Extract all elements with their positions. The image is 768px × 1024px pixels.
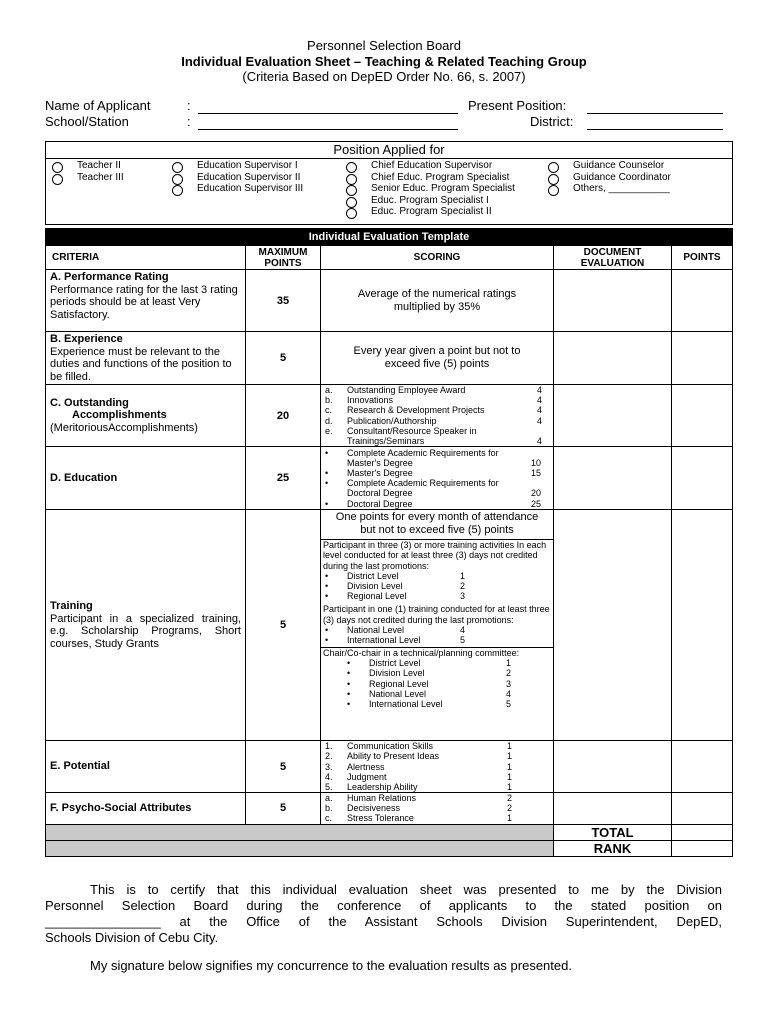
scoring-item-value: 5 bbox=[460, 634, 466, 645]
scoring-item bbox=[323, 448, 553, 458]
scoring-item-text: Complete Academic Requirements for bbox=[347, 478, 499, 489]
table-row bbox=[46, 385, 733, 447]
scoring-item-text: Stress Tolerance bbox=[347, 813, 414, 824]
criteria-a-max: 35 bbox=[246, 270, 321, 332]
scoring-item bbox=[323, 416, 553, 426]
criteria-e-scoring bbox=[321, 741, 554, 793]
scoring-item bbox=[323, 458, 553, 468]
scoring-item-text: Division Level bbox=[369, 668, 425, 679]
scoring-item-marker: • bbox=[347, 668, 351, 679]
criteria-c-title-2: Accomplishments bbox=[72, 409, 167, 422]
scoring-item-text: Leadership Ability bbox=[347, 781, 418, 792]
points-cell[interactable] bbox=[672, 270, 733, 332]
doc-eval-cell[interactable] bbox=[554, 793, 672, 825]
total-points-cell[interactable] bbox=[672, 824, 733, 840]
scoring-item-marker: • bbox=[325, 591, 329, 602]
scoring-item-text: Alertness bbox=[347, 761, 385, 772]
scoring-item-text: Judgment bbox=[347, 771, 387, 782]
scoring-item-value: 2 bbox=[507, 793, 513, 804]
scoring-item bbox=[323, 689, 553, 699]
scoring-item-marker: • bbox=[325, 498, 329, 509]
radio-icon[interactable] bbox=[346, 208, 357, 219]
training-desc: Participant in a specialized training, e.g. Scholarship Programs, Short courses, Study Grants bbox=[50, 612, 241, 650]
name-field[interactable] bbox=[198, 113, 458, 114]
scoring-item-text: Innovations bbox=[347, 395, 394, 406]
scoring-item-text: Master's Degree bbox=[347, 467, 413, 478]
radio-icon[interactable] bbox=[172, 185, 183, 196]
points-cell[interactable] bbox=[672, 332, 733, 385]
position-col-1 bbox=[52, 160, 162, 183]
doc-eval-cell[interactable] bbox=[554, 332, 672, 385]
scoring-item-value: 20 bbox=[531, 488, 542, 499]
scoring-item-marker: • bbox=[325, 478, 329, 489]
radio-icon[interactable] bbox=[548, 185, 559, 196]
training-p2-text: Participant in one (1) training conducted for at least three (3) days not credited during the last promotions: bbox=[323, 604, 550, 625]
scoring-item-marker: • bbox=[325, 580, 329, 591]
scoring-item-marker: 4. bbox=[325, 771, 333, 782]
position-option[interactable]: Guidance Counselor bbox=[548, 160, 728, 172]
scoring-item bbox=[323, 635, 553, 645]
scoring-item-value: 4 bbox=[506, 688, 512, 699]
doc-eval-cell[interactable] bbox=[554, 741, 672, 793]
board-title: Personnel Selection Board bbox=[307, 38, 461, 53]
scoring-item-text: National Level bbox=[369, 688, 427, 699]
training-p3-text: Chair/Co-chair in a technical/planning committee: bbox=[323, 648, 520, 659]
position-col-4 bbox=[548, 160, 728, 195]
criteria-b-max: 5 bbox=[246, 332, 321, 385]
scoring-item-value: 5 bbox=[506, 699, 512, 710]
scoring-item-text: Doctoral Degree bbox=[347, 498, 413, 509]
scoring-item-value: 1 bbox=[460, 570, 466, 581]
position-option[interactable]: Guidance Coordinator bbox=[548, 172, 728, 184]
scoring-item-marker: 1. bbox=[325, 741, 333, 752]
scoring-item-value: 4 bbox=[537, 415, 543, 426]
max-points-header: MAXIMUM POINTS bbox=[246, 246, 321, 270]
position-option[interactable]: Chief Educ. Program Specialist bbox=[346, 172, 546, 184]
doc-eval-cell[interactable] bbox=[554, 270, 672, 332]
position-option[interactable]: Education Supervisor II bbox=[172, 172, 342, 184]
rank-shaded bbox=[46, 840, 554, 856]
scoring-item-value: 2 bbox=[460, 580, 466, 591]
scoring-item bbox=[323, 436, 553, 446]
training-max: 5 bbox=[246, 510, 321, 741]
doc-eval-cell[interactable] bbox=[554, 447, 672, 510]
scoring-item-text: Communication Skills bbox=[347, 741, 434, 752]
scoring-item-value: 1 bbox=[507, 771, 513, 782]
scoring-item bbox=[323, 581, 553, 591]
school-colon: : bbox=[187, 114, 191, 129]
scoring-item-text: National Level bbox=[347, 624, 405, 635]
scoring-item-text: International Level bbox=[369, 699, 443, 710]
scoring-item bbox=[323, 395, 553, 405]
scoring-item-marker: • bbox=[325, 467, 329, 478]
doc-eval-cell[interactable] bbox=[554, 385, 672, 447]
table-row bbox=[46, 510, 733, 741]
scoring-item-value: 2 bbox=[506, 668, 512, 679]
training-title: Training bbox=[50, 600, 93, 613]
scoring-item-text: Publication/Authorship bbox=[347, 415, 437, 426]
scoring-item-value: 1 bbox=[507, 781, 513, 792]
scoring-item-value: 4 bbox=[460, 624, 466, 635]
criteria-b-desc: Experience must be relevant to the duties and functions of the position to be filled. bbox=[50, 345, 232, 383]
training-intro: One points for every month of attendance but not to exceed five (5) points bbox=[321, 510, 553, 540]
rank-cell[interactable] bbox=[672, 840, 733, 856]
criteria-c-max: 20 bbox=[246, 385, 321, 447]
scoring-item bbox=[323, 772, 553, 782]
scoring-item-marker: d. bbox=[325, 415, 333, 426]
scoring-item-text: Consultant/Resource Speaker in bbox=[347, 425, 477, 436]
scoring-item-marker: e. bbox=[325, 425, 333, 436]
criteria-a-scoring: Average of the numerical ratings multiplied by 35% bbox=[321, 270, 554, 332]
sheet-title: Individual Evaluation Sheet – Teaching & Related Teaching Group bbox=[181, 54, 587, 69]
scoring-item bbox=[323, 426, 553, 436]
scoring-item-value: 1 bbox=[507, 813, 513, 824]
position-option[interactable]: Chief Education Supervisor bbox=[346, 160, 546, 172]
scoring-item bbox=[323, 488, 553, 498]
scoring-item-marker: • bbox=[347, 699, 351, 710]
table-row bbox=[46, 332, 733, 385]
total-label: TOTAL bbox=[554, 824, 672, 840]
scoring-item-text: District Level bbox=[369, 658, 421, 669]
scoring-item-marker: • bbox=[347, 658, 351, 669]
scoring-item-value: 3 bbox=[506, 678, 512, 689]
district-label: District: bbox=[530, 114, 574, 129]
present-position-label: Present Position: bbox=[468, 98, 567, 113]
points-cell[interactable] bbox=[672, 447, 733, 510]
scoring-item-value: 1 bbox=[506, 658, 512, 669]
criteria-header: CRITERIA bbox=[46, 246, 246, 270]
scoring-item-marker: • bbox=[325, 624, 329, 635]
scoring-item-text: Master's Degree bbox=[347, 457, 413, 468]
training-p1-text: Participant in three (3) or more training activities In each level conducted for at least three (3) days not credited during the last promotions: bbox=[323, 540, 547, 571]
criteria-f-title: F. Psycho-Social Attributes bbox=[46, 793, 246, 825]
criteria-e-max: 5 bbox=[246, 741, 321, 793]
scoring-item bbox=[323, 762, 553, 772]
scoring-item-value: 3 bbox=[460, 591, 466, 602]
name-label: Name of Applicant bbox=[45, 98, 151, 113]
position-option[interactable]: Education Supervisor III bbox=[172, 183, 342, 195]
criteria-a-title: A. Performance Rating bbox=[50, 271, 169, 283]
scoring-item-value: 25 bbox=[531, 498, 542, 509]
criteria-d-title: D. Education bbox=[46, 447, 246, 510]
scoring-item-marker: • bbox=[347, 678, 351, 689]
position-option[interactable]: Educ. Program Specialist II bbox=[346, 206, 546, 218]
scoring-item-value: 1 bbox=[507, 741, 513, 752]
scoring-item-marker: c. bbox=[325, 813, 333, 824]
criteria-f-max: 5 bbox=[246, 793, 321, 825]
scoring-item-text: District Level bbox=[347, 570, 399, 581]
scoring-item-marker: • bbox=[325, 634, 329, 645]
position-option[interactable]: Teacher III bbox=[52, 172, 162, 184]
table-row bbox=[46, 793, 733, 825]
scoring-item-marker: • bbox=[325, 447, 329, 458]
training-p2-list bbox=[323, 625, 553, 645]
scoring-item-text: Ability to Present Ideas bbox=[347, 751, 440, 762]
scoring-item bbox=[323, 385, 553, 395]
table-row bbox=[46, 270, 733, 332]
position-option[interactable]: Education Supervisor I bbox=[172, 160, 342, 172]
scoring-item bbox=[323, 803, 553, 813]
scoring-item-text: Complete Academic Requirements for bbox=[347, 447, 499, 458]
criteria-c-title: C. Outstanding bbox=[50, 396, 129, 409]
table-title: Individual Evaluation Template bbox=[46, 229, 733, 246]
criteria-d-scoring bbox=[321, 447, 554, 510]
name-colon: : bbox=[187, 98, 191, 113]
scoring-item-value: 4 bbox=[537, 435, 543, 446]
scoring-item-text: Regional Level bbox=[347, 591, 407, 602]
scoring-item-value: 1 bbox=[507, 751, 513, 762]
scoring-item bbox=[323, 813, 553, 823]
scoring-item-marker: b. bbox=[325, 803, 333, 814]
district-field[interactable] bbox=[587, 129, 723, 130]
scoring-item-marker: a. bbox=[325, 385, 333, 395]
certification-paragraph: This is to certify that this individual evaluation sheet was presented to me by the Division Personnel Selection Board during the conference of applicants to the stated position on ________________ at the Office of the Assistant Schools Division Superintendent, DepED, Schools Division of Cebu City. bbox=[45, 882, 722, 945]
scoring-item-marker: • bbox=[325, 570, 329, 581]
table-row bbox=[46, 447, 733, 510]
scoring-item bbox=[323, 658, 553, 668]
criteria-d-max: 25 bbox=[246, 447, 321, 510]
position-option[interactable]: Teacher II bbox=[52, 160, 162, 172]
sheet-subtitle: (Criteria Based on DepED Order No. 66, s. 2007) bbox=[242, 69, 526, 84]
scoring-item-value: 15 bbox=[531, 467, 542, 478]
criteria-e-title: E. Potential bbox=[46, 741, 246, 793]
evaluation-table bbox=[45, 228, 733, 857]
scoring-item-text: Research & Development Projects bbox=[347, 405, 485, 416]
scoring-header: SCORING bbox=[321, 246, 554, 270]
points-header: POINTS bbox=[672, 246, 733, 270]
scoring-item-text: International Level bbox=[347, 634, 421, 645]
scoring-item bbox=[323, 405, 553, 415]
scoring-item bbox=[323, 668, 553, 678]
scoring-item bbox=[323, 468, 553, 478]
position-col-2 bbox=[172, 160, 342, 195]
total-shaded bbox=[46, 824, 554, 840]
scoring-item-value: 1 bbox=[507, 761, 513, 772]
position-option[interactable]: Senior Educ. Program Specialist bbox=[346, 183, 546, 195]
training-p1-list bbox=[323, 571, 553, 602]
radio-icon[interactable] bbox=[52, 174, 63, 185]
scoring-item-value: 10 bbox=[531, 457, 542, 468]
criteria-b-title: B. Experience bbox=[50, 333, 123, 345]
criteria-c-scoring bbox=[321, 385, 554, 447]
table-row bbox=[46, 741, 733, 793]
scoring-item-value: 4 bbox=[537, 405, 543, 416]
position-applied-box bbox=[45, 141, 733, 225]
scoring-item-marker: 5. bbox=[325, 781, 333, 792]
scoring-item-text: Human Relations bbox=[347, 793, 417, 804]
scoring-item-value: 4 bbox=[537, 385, 543, 395]
scoring-item-marker: 2. bbox=[325, 751, 333, 762]
scoring-item-marker: c. bbox=[325, 405, 333, 416]
doc-eval-cell[interactable] bbox=[554, 510, 672, 741]
scoring-item bbox=[323, 571, 553, 581]
scoring-item bbox=[323, 782, 553, 792]
position-option[interactable]: Others, ___________ bbox=[548, 183, 728, 195]
scoring-item-text: Outstanding Employee Award bbox=[347, 385, 466, 395]
points-cell[interactable] bbox=[672, 793, 733, 825]
school-label: School/Station bbox=[45, 114, 129, 129]
scoring-item bbox=[323, 679, 553, 689]
scoring-item-text: Regional Level bbox=[369, 678, 429, 689]
concurrence-statement: My signature below signifies my concurrence to the evaluation results as presented. bbox=[90, 958, 572, 973]
scoring-item-text: Division Level bbox=[347, 580, 403, 591]
scoring-item bbox=[323, 751, 553, 761]
scoring-item bbox=[323, 793, 553, 803]
scoring-item-text: Trainings/Seminars bbox=[347, 435, 425, 446]
scoring-item bbox=[323, 478, 553, 488]
position-option[interactable]: Educ. Program Specialist I bbox=[346, 195, 546, 207]
points-cell[interactable] bbox=[672, 385, 733, 447]
training-p3-list bbox=[323, 658, 553, 709]
criteria-f-scoring bbox=[321, 793, 554, 825]
criteria-b-scoring: Every year given a point but not to exceed five (5) points bbox=[321, 332, 554, 385]
position-col-3 bbox=[346, 160, 546, 218]
scoring-item-text: Doctoral Degree bbox=[347, 488, 413, 499]
scoring-item bbox=[323, 699, 553, 709]
scoring-item-marker: 3. bbox=[325, 761, 333, 772]
position-applied-title: Position Applied for bbox=[46, 142, 732, 159]
scoring-item-text: Decisiveness bbox=[347, 803, 401, 814]
document-evaluation-header: DOCUMENT EVALUATION bbox=[554, 246, 672, 270]
points-cell[interactable] bbox=[672, 510, 733, 741]
rank-label: RANK bbox=[554, 840, 672, 856]
scoring-item bbox=[323, 499, 553, 509]
criteria-c-desc: (MeritoriousAccomplishments) bbox=[50, 421, 198, 434]
scoring-item-marker: b. bbox=[325, 395, 333, 406]
criteria-a-desc: Performance rating for the last 3 rating periods should be at least Very Satisfactory. bbox=[50, 283, 238, 321]
scoring-item-marker: a. bbox=[325, 793, 333, 804]
scoring-item-value: 4 bbox=[537, 395, 543, 406]
scoring-item bbox=[323, 625, 553, 635]
points-cell[interactable] bbox=[672, 741, 733, 793]
scoring-item bbox=[323, 591, 553, 601]
scoring-item-value: 2 bbox=[507, 803, 513, 814]
school-field[interactable] bbox=[198, 129, 458, 130]
scoring-item bbox=[323, 741, 553, 751]
present-position-field[interactable] bbox=[587, 113, 723, 114]
scoring-item-marker: • bbox=[347, 688, 351, 699]
